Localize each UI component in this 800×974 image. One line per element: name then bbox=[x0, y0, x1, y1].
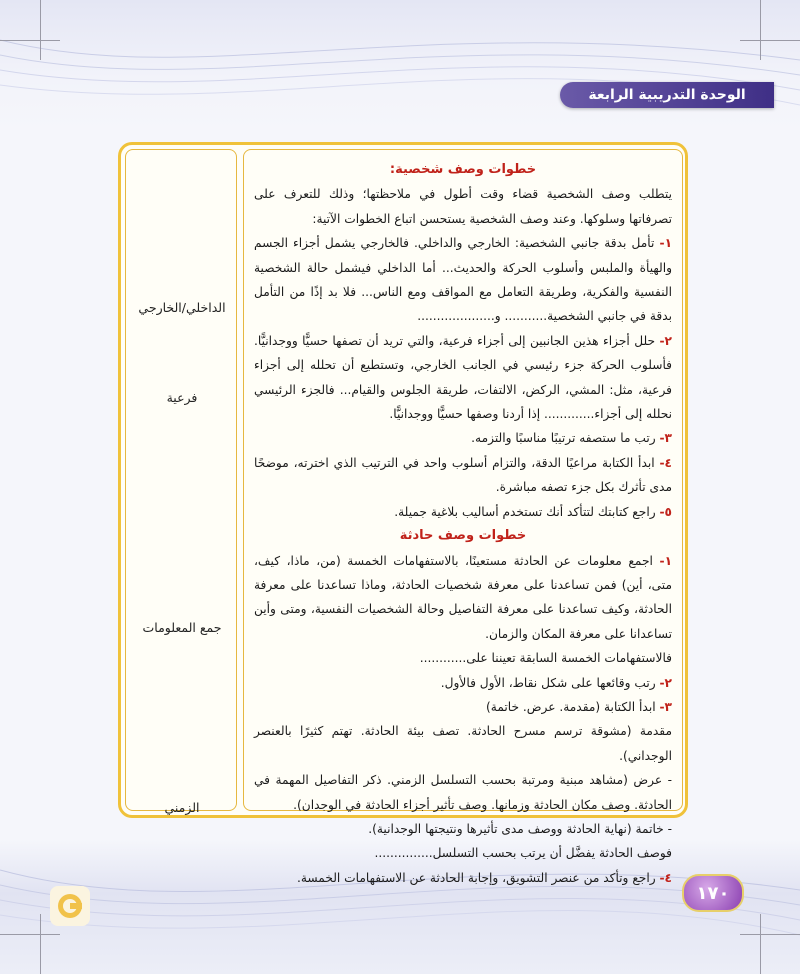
page-number: ١٧٠ bbox=[682, 874, 744, 912]
step-number: ٤- bbox=[659, 455, 672, 470]
step-number: ٣- bbox=[659, 431, 672, 446]
incident-step-1-follow: فالاستفهامات الخمسة السابقة تعيننا على............ bbox=[419, 651, 672, 666]
step-text: رتب ما ستصفه ترتيبًا مناسبًا والتزمه. bbox=[471, 431, 656, 446]
step-text: راجع وتأكد من عنصر التشويق، وإجابة الحادثة عن الاستفهامات الخمسة. bbox=[297, 870, 656, 885]
step-number: ٢- bbox=[659, 333, 672, 348]
margin-label-inner-outer: الداخلي/الخارجي bbox=[138, 300, 226, 315]
step-text: حلل أجزاء هذين الجانبين إلى أجزاء فرعية، والتي تريد أن تصفها حسيًّا ووجدانيًّا. فأسلوب الحركة جزء رئيسي في الجانب الخارجي، وتستطيع أن تحلله إلى أجزاء فرعية، مثل: المشي، الركض، الالتفات، طريقة الجلوس والقيام... فالجزء الرئيسي نحلله إلى أجزاء............. إذا أردنا وصفها حسيًّا ووجدانيًّا. bbox=[254, 333, 672, 422]
margin-column bbox=[125, 149, 237, 815]
step-text: ابدأ الكتابة (مقدمة. عرض. خاتمة) bbox=[486, 699, 656, 714]
publisher-logo-icon bbox=[50, 886, 90, 926]
incident-step-4 bbox=[254, 866, 672, 890]
step-number: ١- bbox=[659, 553, 673, 568]
step-text: ابدأ الكتابة مراعيًا الدقة، والتزام أسلوب واحد في الترتيب الذي اخترته، موضحًا مدى تأثرك بكل جزء تصفه مباشرة. bbox=[254, 455, 672, 495]
character-step-3 bbox=[254, 426, 672, 450]
content-panel bbox=[118, 142, 688, 885]
step-number: ٢- bbox=[659, 675, 672, 690]
crop-mark bbox=[740, 934, 800, 935]
section-heading-character: خطوات وصف شخصية: bbox=[389, 162, 537, 177]
character-step-1 bbox=[254, 231, 672, 329]
step-text: راجع كتابتك لتتأكد أنك تستخدم أساليب بلاغية جميلة. bbox=[394, 504, 656, 519]
crop-mark bbox=[40, 0, 41, 60]
top-wave-decoration bbox=[0, 0, 800, 130]
unit-title-banner bbox=[560, 82, 774, 108]
crop-mark bbox=[760, 0, 761, 60]
main-text-column bbox=[243, 149, 683, 885]
unit-title: الوحدة التدريبية الرابعة bbox=[588, 87, 746, 103]
step-number: ٣- bbox=[659, 699, 672, 714]
step-number: ٥- bbox=[659, 504, 672, 519]
incident-step-2 bbox=[254, 671, 672, 695]
incident-step-1 bbox=[254, 549, 672, 647]
character-step-4 bbox=[254, 451, 672, 500]
incident-body-line: - عرض (مشاهد مبنية ومرتبة بحسب التسلسل الزمني. ذكر التفاصيل المهمة في الحادثة. وصف مكان الحادثة وزمانها. وصف تأثير أجزاء الحادثة في الوجدان). bbox=[254, 773, 672, 812]
crop-mark bbox=[40, 914, 41, 974]
incident-conclusion-line: - خاتمة (نهاية الحادثة ووصف مدى تأثيرها ونتيجتها الوجدانية). bbox=[368, 821, 672, 836]
character-step-2 bbox=[254, 329, 672, 427]
crop-mark bbox=[0, 934, 60, 935]
incident-step-3 bbox=[254, 695, 672, 719]
step-text: رتب وقائعها على شكل نقاط، الأول فالأول. bbox=[440, 675, 656, 690]
crop-mark bbox=[760, 914, 761, 974]
margin-label-gather-info: جمع المعلومات bbox=[142, 620, 222, 635]
incident-intro-line: مقدمة (مشوقة ترسم مسرح الحادثة. تصف بيئة الحادثة. تهتم كثيرًا بالعنصر الوجداني). bbox=[254, 724, 672, 763]
step-number: ١- bbox=[659, 236, 673, 251]
step-number: ٤- bbox=[659, 870, 672, 885]
character-intro: يتطلب وصف الشخصية قضاء وقت أطول في ملاحظتها؛ وذلك للتعرف على تصرفاتها وسلوكها. وعند وصف الشخصية يستحسن اتباع الخطوات الآتية: bbox=[254, 187, 672, 226]
crop-mark bbox=[740, 40, 800, 41]
step-text: تأمل بدقة جانبي الشخصية: الخارجي والداخلي. فالخارجي يشمل أجزاء الجسم والهيأة والملبس وأسلوب الحركة والحديث... أما الداخلي فيشمل حالة الشخصية النفسية والفكرية، وطريقة التعامل مع المواقف ومع الناس... فلا بد إذًا من التأمل بدقة في جانبي الشخصية........... و.................... bbox=[254, 236, 672, 324]
section-heading-incident: خطوات وصف حادثة bbox=[399, 528, 527, 544]
margin-label-chronological: الزمني bbox=[164, 800, 200, 815]
margin-label-subparts: فرعية bbox=[166, 390, 198, 405]
incident-order-line: فوصف الحادثة يفضَّل أن يرتب بحسب التسلسل............... bbox=[374, 846, 672, 861]
character-step-5 bbox=[254, 500, 672, 524]
crop-mark bbox=[0, 40, 60, 41]
step-text: اجمع معلومات عن الحادثة مستعينًا، بالاستفهامات الخمسة (من، ماذا، كيف، متى، أين) فمن تساعدنا على معرفة شخصيات الحادثة، وماذا تساعدنا على معرفة الحادثة، وكيف تساعدنا على معرفة التفاصيل وحالة الشخصيات النفسية، ومتى وأين تساعدانا على معرفة المكان والزمان. bbox=[254, 553, 672, 641]
